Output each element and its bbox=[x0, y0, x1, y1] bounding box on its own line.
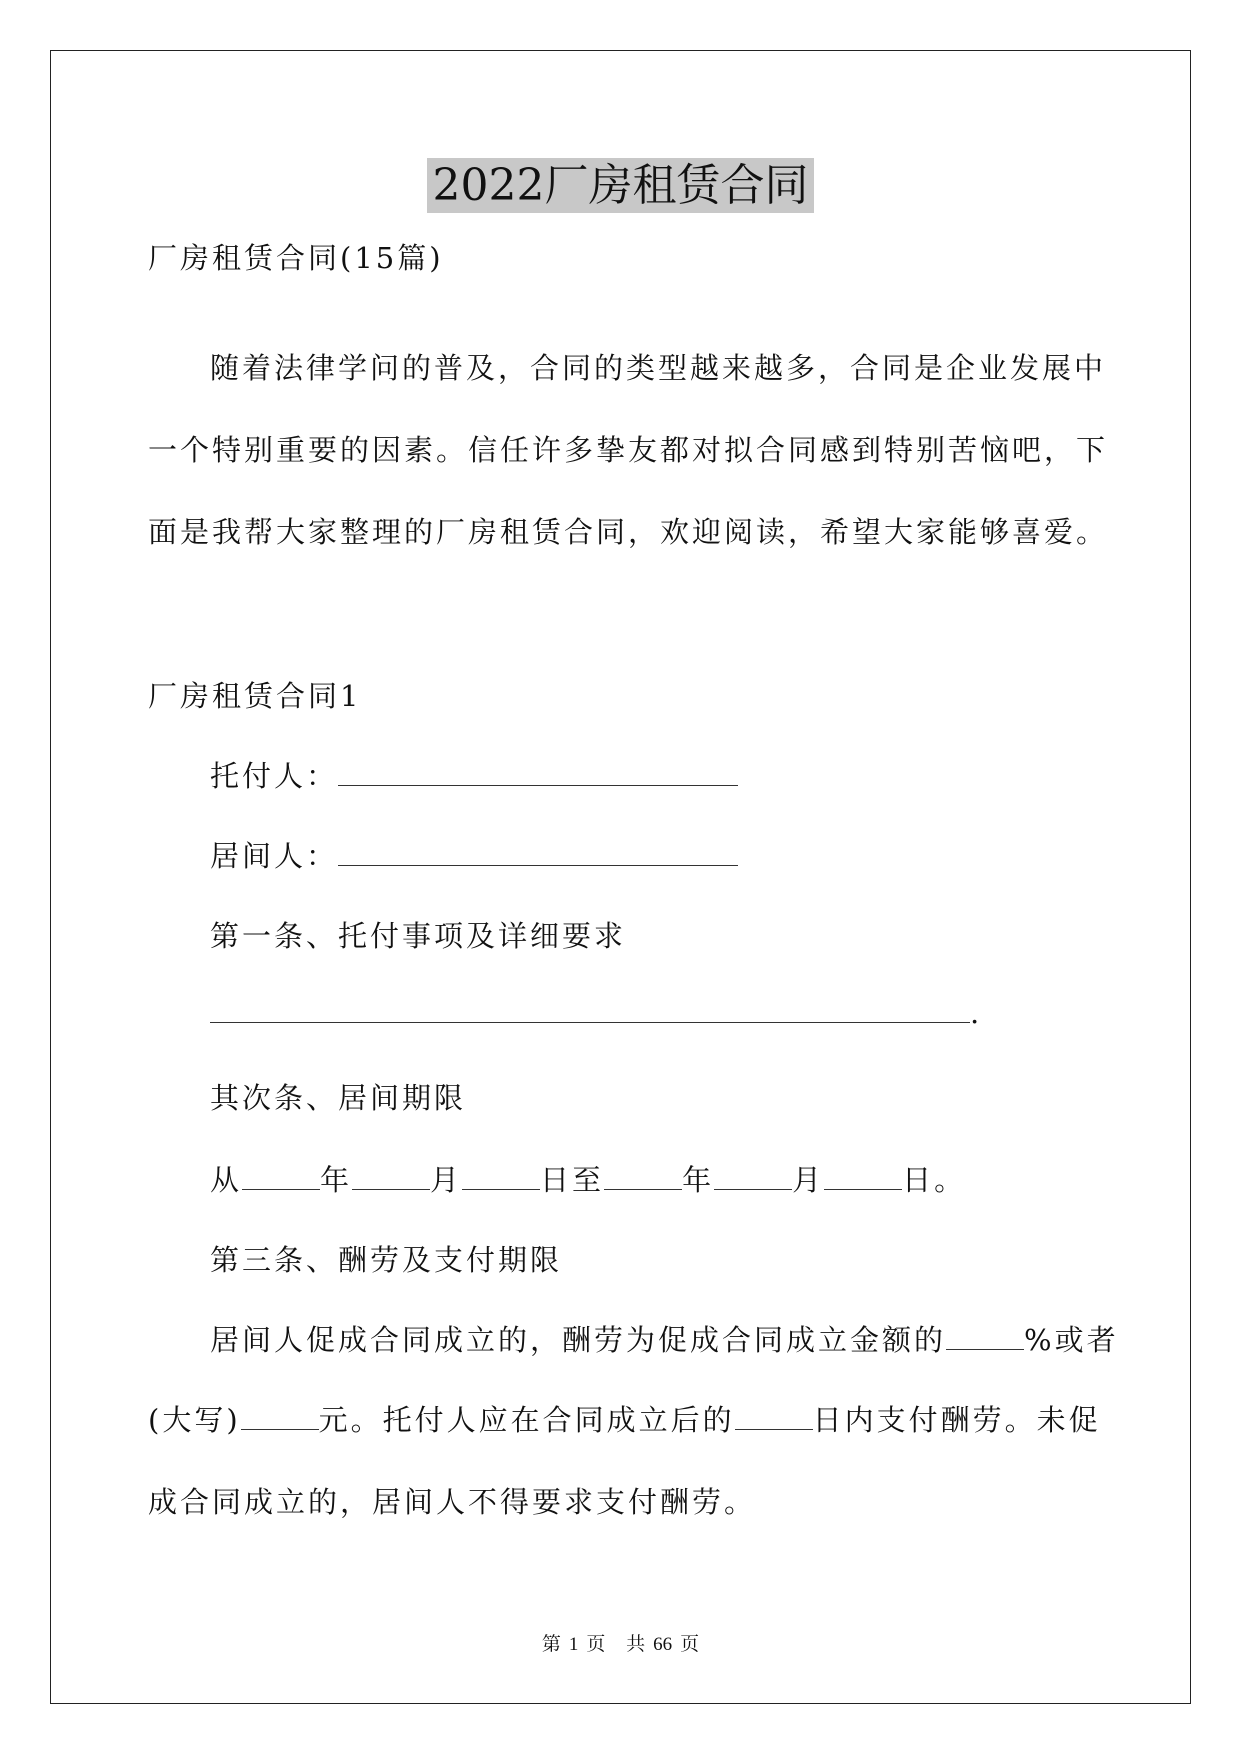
total-pages-indicator bbox=[622, 1634, 703, 1655]
page-suffix: 页 bbox=[586, 1634, 606, 1655]
period-blank-3 bbox=[462, 1167, 540, 1190]
period-blank-4 bbox=[604, 1167, 682, 1190]
intro-line-1: 随着法律学问的普及，合同的类型越来越多，合同是企业发展中 bbox=[210, 351, 1107, 385]
period-month-2: 月 bbox=[792, 1163, 825, 1197]
period-year-2: 年 bbox=[682, 1163, 715, 1197]
days-blank bbox=[735, 1407, 813, 1430]
period-blank-5 bbox=[714, 1167, 792, 1190]
article-3-paragraph-line-3: 成合同成立的，居间人不得要求支付酬劳。 bbox=[148, 1485, 757, 1519]
page-indicator bbox=[538, 1634, 610, 1655]
section-heading: 厂房租赁合同1 bbox=[148, 679, 362, 713]
party-a-blank bbox=[338, 763, 738, 786]
intro-line-2: 一个特别重要的因素。信任许多挚友都对拟合同感到特别苦恼吧，下 bbox=[148, 433, 1109, 467]
period-end: 日。 bbox=[902, 1163, 967, 1197]
period-blank-1 bbox=[242, 1167, 320, 1190]
article-3-heading: 第三条、酬劳及支付期限 bbox=[210, 1243, 563, 1277]
period-month: 月 bbox=[430, 1163, 463, 1197]
period-line bbox=[210, 1158, 966, 1199]
page-prefix: 第 bbox=[541, 1634, 561, 1655]
article-1-blank-line bbox=[210, 996, 982, 1030]
intro-line-3: 面是我帮大家整理的厂房租赁合同，欢迎阅读，希望大家能够喜爱。 bbox=[148, 515, 1109, 549]
period-year: 年 bbox=[320, 1163, 353, 1197]
party-a-line bbox=[210, 754, 738, 795]
page-border bbox=[50, 50, 1191, 1704]
article-1-end: . bbox=[970, 996, 983, 1030]
amount-blank bbox=[241, 1407, 319, 1430]
party-a-label: 托付人： bbox=[210, 759, 339, 793]
percent-blank bbox=[946, 1327, 1024, 1350]
article-3-text-b: %或者 bbox=[1024, 1323, 1119, 1357]
party-b-line bbox=[210, 834, 738, 875]
page-number: 1 bbox=[568, 1634, 579, 1655]
article-3-paragraph-line-2 bbox=[148, 1398, 1101, 1439]
total-prefix: 共 bbox=[626, 1634, 646, 1655]
party-b-label: 居间人： bbox=[210, 839, 339, 873]
article-1-heading: 第一条、托付事项及详细要求 bbox=[210, 919, 627, 953]
party-b-blank bbox=[338, 843, 738, 866]
article-2-heading: 其次条、居间期限 bbox=[210, 1081, 467, 1115]
period-blank-6 bbox=[824, 1167, 902, 1190]
document-subtitle: 厂房租赁合同(15篇) bbox=[148, 241, 444, 275]
document-title-text: 2022厂房租赁合同 bbox=[427, 158, 815, 213]
page-footer bbox=[0, 1629, 1241, 1656]
period-blank-2 bbox=[352, 1167, 430, 1190]
period-from: 从 bbox=[210, 1163, 243, 1197]
article-3-text-c: (大写) bbox=[148, 1403, 241, 1437]
article-3-paragraph-line-1 bbox=[210, 1318, 1119, 1359]
document-title bbox=[0, 158, 1241, 214]
total-suffix: 页 bbox=[680, 1634, 700, 1655]
article-3-text-e: 日内支付酬劳。未促 bbox=[812, 1403, 1101, 1437]
period-day-to: 日至 bbox=[540, 1163, 605, 1197]
article-3-text-a: 居间人促成合同成立的，酬劳为促成合同成立金额的 bbox=[210, 1323, 947, 1357]
article-1-blank bbox=[210, 1000, 970, 1023]
total-pages: 66 bbox=[653, 1634, 673, 1655]
article-3-text-d: 元。托付人应在合同成立后的 bbox=[318, 1403, 735, 1437]
